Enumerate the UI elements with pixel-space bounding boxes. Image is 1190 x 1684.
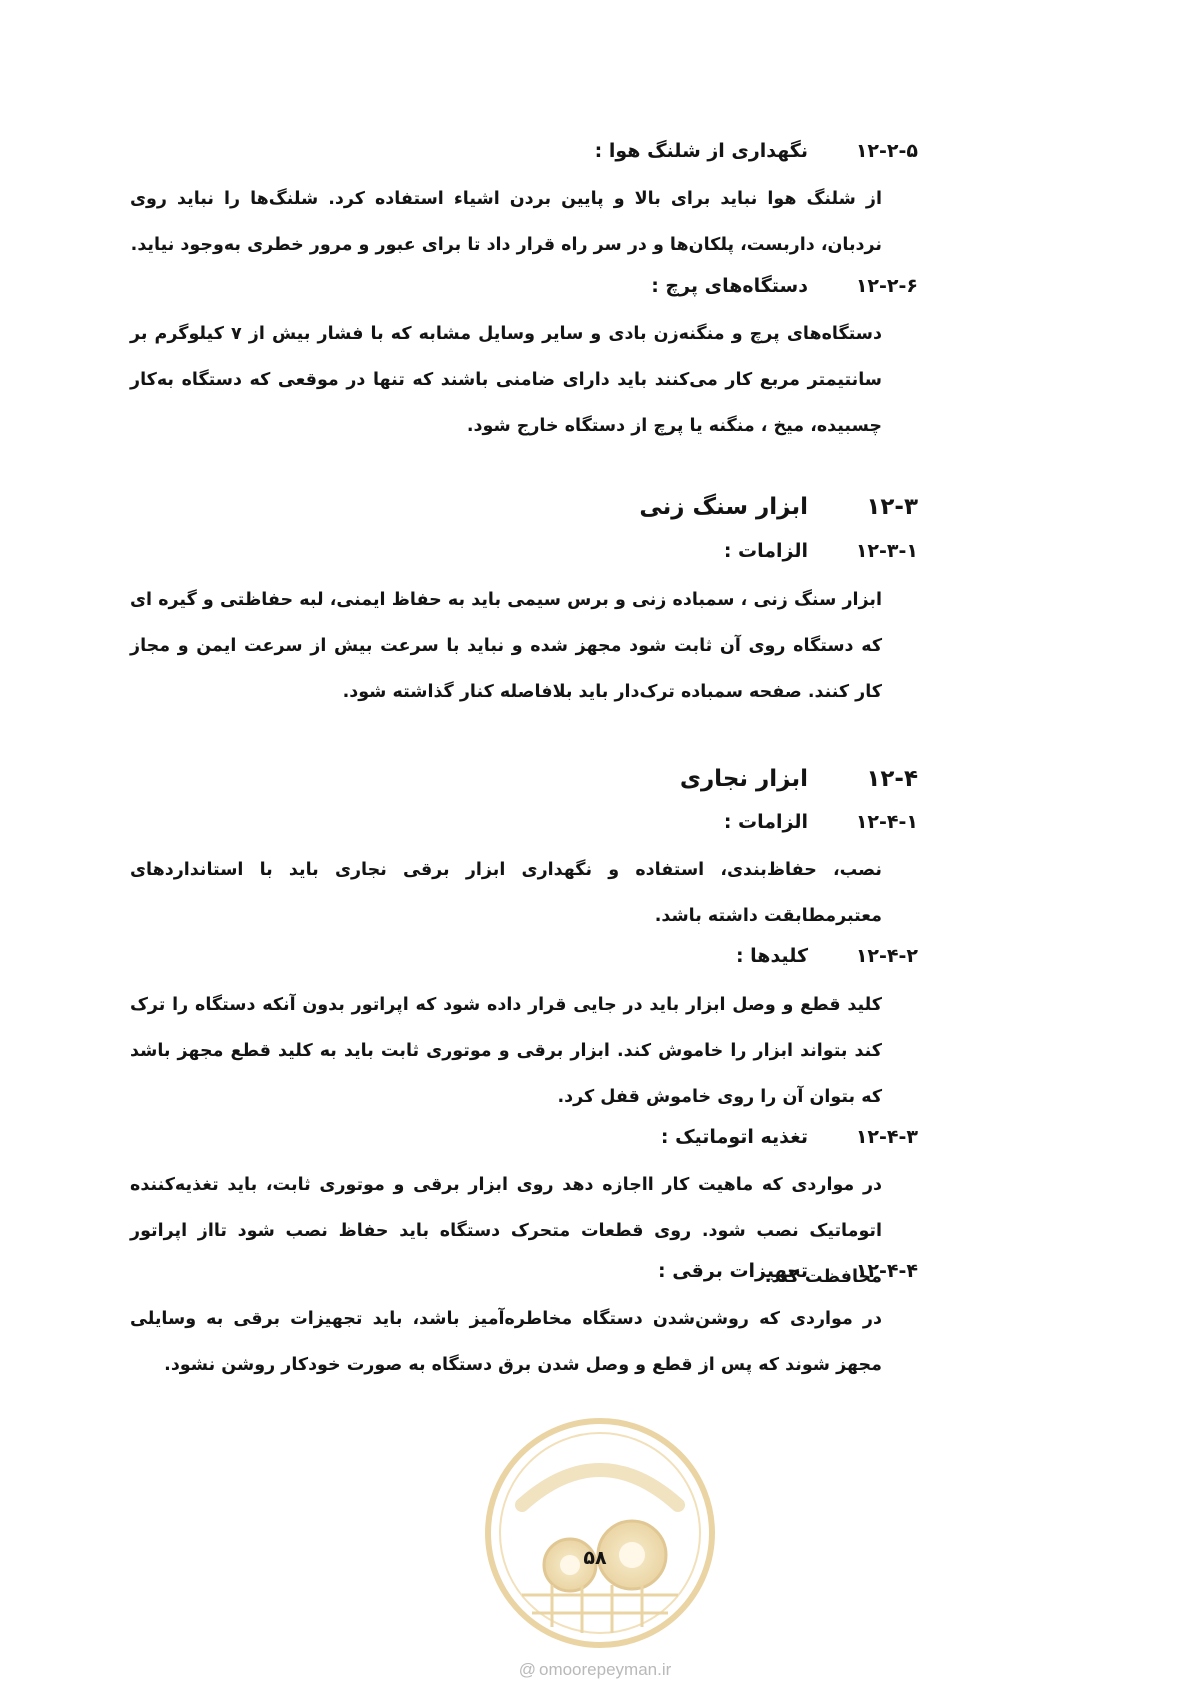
section-title: تجهیزات برقی : — [658, 1260, 808, 1282]
section-heading-12-2-5 — [594, 140, 918, 170]
section-heading-12-3 — [618, 494, 918, 528]
section-paragraph-12-4-2: کلید قطع و وصل ابزار باید در جایی قرار داده شود که اپراتور بدون آنکه دستگاه را ترک کند بتواند ابزار را خاموش کند. ابزار برقی و موتوری ثابت باید به کلید قطع مجهز باشد که بتوان آن را روی خاموش قفل کرد. — [130, 995, 882, 1107]
section-number: ۱۲-۳ — [866, 494, 918, 520]
footer-site-text: omoorepeyman.ir — [538, 1660, 672, 1679]
section-number: ۱۲-۴-۱ — [855, 811, 918, 833]
section-paragraph-12-2-6: دستگاه‌های پرچ و منگنه‌زن بادی و سایر وسایل مشابه که با فشار بیش از ۷ کیلوگرم بر سانتیمتر مربع کار می‌کنند باید دارای ضامنی باشند که تنها در موقعی که دستگاه به‌کار چسبیده، میخ ، منگنه یا پرچ از دستگاه خارج شود. — [130, 324, 882, 436]
section-heading-12-2-6 — [618, 275, 918, 305]
section-heading-12-4-3 — [618, 1126, 918, 1156]
page-number: ۵۸ — [583, 1547, 607, 1569]
section-number: ۱۲-۳-۱ — [855, 540, 918, 562]
section-title: کلیدها : — [735, 945, 808, 967]
section-heading-12-3-1 — [618, 540, 918, 570]
section-title: نگهداری از شلنگ هوا : — [594, 140, 808, 162]
section-number: ۱۲-۴-۲ — [855, 945, 918, 967]
footer-site — [0, 1660, 1190, 1680]
at-icon: @ — [518, 1660, 536, 1679]
section-title: تغذیه اتوماتیک : — [660, 1126, 808, 1148]
section-title: دستگاه‌های پرچ : — [651, 275, 808, 297]
section-heading-12-4-2 — [618, 945, 918, 975]
section-heading-12-4 — [618, 766, 918, 800]
section-paragraph-12-4-3: در مواردی که ماهیت کار ااجازه دهد روی ابزار برقی و موتوری ثابت، باید تغذیه‌کننده اتوماتیک نصب شود. روی قطعات متحرک دستگاه باید حفاظ نصب شود تااز اپراتور محافظت کند. — [130, 1175, 882, 1287]
section-title: الزامات : — [723, 540, 808, 562]
section-title: ابزار نجاری — [679, 766, 808, 792]
section-paragraph-12-4-4: در مواردی که روشن‌شدن دستگاه مخاطره‌آمیز باشد، باید تجهیزات برقی به وسایلی مجهز شوند که پس از قطع و وصل شدن برق دستگاه به صورت خودکار روشن نشود. — [130, 1309, 882, 1375]
section-number: ۱۲-۴ — [866, 766, 918, 792]
section-number: ۱۲-۴-۴ — [855, 1260, 918, 1282]
seal-watermark-icon — [482, 1415, 718, 1651]
section-number: ۱۲-۲-۶ — [855, 275, 918, 297]
section-number: ۱۲-۴-۳ — [855, 1126, 918, 1148]
section-number: ۱۲-۲-۵ — [855, 140, 918, 162]
section-title: ابزار سنگ زنی — [639, 494, 808, 520]
section-heading-12-4-4 — [618, 1260, 918, 1290]
section-paragraph-12-2-5: از شلنگ هوا نباید برای بالا و پایین بردن اشیاء استفاده کرد. شلنگ‌ها را نباید روی نردبان، داربست، پلکان‌ها و در سر راه قرار داد تا برای عبور و مرور خطری به‌وجود نیاید. — [130, 189, 882, 255]
section-paragraph-12-3-1: ابزار سنگ زنی ، سمباده زنی و برس سیمی باید به حفاظ ایمنی، لبه حفاظتی و گیره ای که دستگاه روی آن ثابت شود مجهز شده و نباید با سرعت بیش از سرعت ایمن و مجاز کار کنند. صفحه سمباده ترک‌دار باید بلافاصله کنار گذاشته شود. — [130, 590, 882, 702]
section-title: الزامات : — [723, 811, 808, 833]
section-heading-12-4-1 — [618, 811, 918, 841]
section-paragraph-12-4-1: نصب، حفاظ‌بندی، استفاده و نگهداری ابزار برقی نجاری باید با استانداردهای معتبرمطابقت داشته باشد. — [130, 860, 882, 926]
